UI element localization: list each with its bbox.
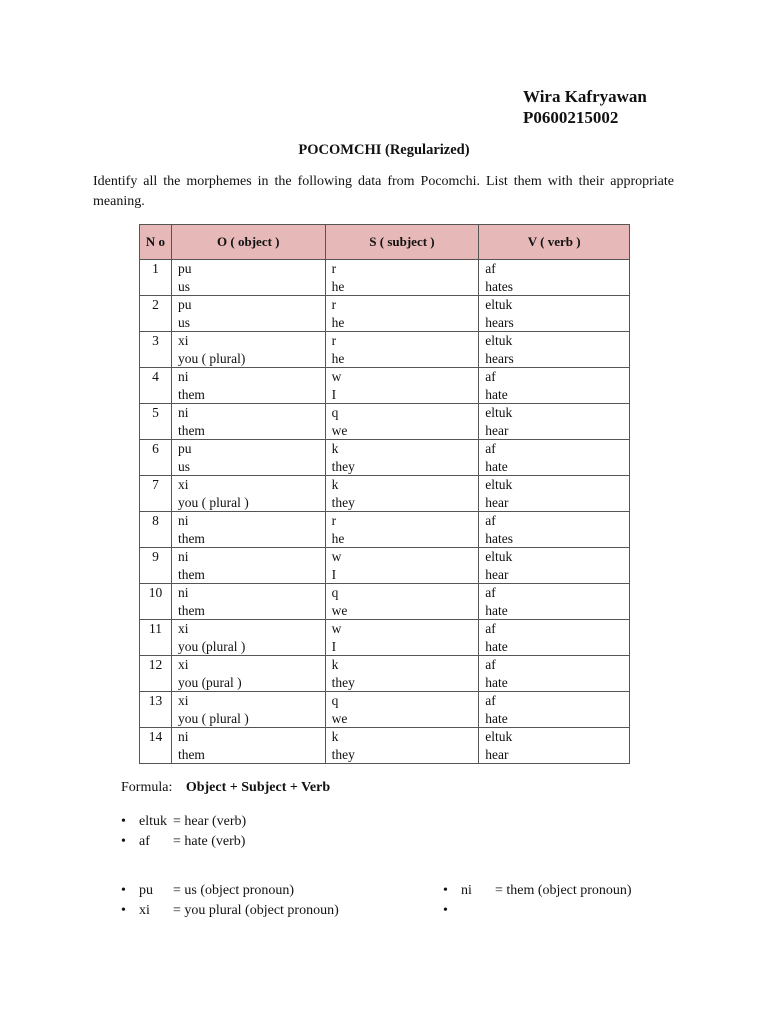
object-cell-line-2: them (177, 530, 205, 546)
page-title: POCOMCHI (Regularized) (298, 142, 470, 158)
subject-cell-line-2: I (331, 566, 337, 582)
row-number (140, 368, 172, 404)
verb-cell-line-1: eltuk (485, 729, 513, 744)
object-cell-line-1: ni (177, 513, 189, 528)
row-number-line-1: 13 (148, 693, 163, 708)
row-number-line-1: 4 (152, 369, 159, 384)
subject-cell-line-1: r (331, 333, 337, 348)
subject-cell-line-1: w (331, 621, 342, 636)
author-block (523, 86, 647, 128)
subject-cell (325, 620, 479, 656)
row-number-line-1: 8 (152, 513, 159, 528)
object-cell (171, 728, 325, 764)
subject-cell-line-2: he (331, 278, 345, 294)
row-number-line-1: 1 (152, 261, 159, 276)
header-object: O ( object ) (171, 225, 325, 260)
verb-cell (479, 260, 630, 296)
verb-cell-line-1: eltuk (485, 333, 513, 348)
bullet-item (443, 901, 632, 921)
bullet-icon: • (443, 883, 448, 898)
verb-cell-line-2: hates (485, 278, 514, 294)
object-cell-line-2: you ( plural) (177, 350, 246, 366)
verb-cell-line-2: hear (485, 746, 509, 762)
verb-cell-line-1: af (485, 657, 496, 672)
row-number (140, 512, 172, 548)
verb-cell (479, 584, 630, 620)
object-cell (171, 656, 325, 692)
subject-cell (325, 368, 479, 404)
object-cell-line-1: xi (177, 477, 189, 492)
subject-cell-line-1: k (331, 729, 339, 744)
object-cell (171, 584, 325, 620)
table-row (140, 296, 630, 332)
pronoun-list-right (443, 881, 632, 920)
header-verb: V ( verb ) (479, 225, 630, 260)
object-cell-line-2: us (177, 314, 190, 330)
bullet-icon: • (121, 833, 126, 849)
subject-cell-line-2: I (331, 638, 337, 654)
subject-cell-line-2: he (331, 350, 345, 366)
verb-cell (479, 728, 630, 764)
verb-cell-line-2: hate (485, 602, 508, 618)
bullet-meaning: = hate (verb) (173, 833, 246, 849)
bullet-term: af (139, 833, 150, 849)
header-no: N o (140, 225, 172, 260)
subject-cell-line-1: k (331, 477, 339, 492)
verb-cell-line-2: hate (485, 458, 508, 474)
row-number-line-1: 5 (152, 405, 159, 420)
object-cell-line-2: them (177, 566, 205, 582)
subject-cell (325, 548, 479, 584)
object-cell (171, 404, 325, 440)
bullet-item (121, 881, 339, 901)
subject-cell-line-1: q (331, 693, 339, 708)
verb-cell-line-2: hear (485, 422, 509, 438)
bullet-icon: • (443, 902, 448, 918)
table-row (140, 656, 630, 692)
verb-cell (479, 548, 630, 584)
formula-text: Object + Subject + Verb (185, 780, 331, 795)
object-cell (171, 548, 325, 584)
verb-cell (479, 620, 630, 656)
object-cell (171, 476, 325, 512)
object-cell-line-1: ni (177, 549, 189, 564)
object-cell-line-1: pu (177, 441, 192, 456)
table-row (140, 620, 630, 656)
bullet-term: eltuk (139, 814, 167, 829)
verb-cell-line-2: hear (485, 566, 509, 582)
object-cell-line-2: them (177, 746, 205, 762)
row-number (140, 332, 172, 368)
verb-cell-line-2: hear (485, 494, 509, 510)
row-number (140, 656, 172, 692)
verb-cell-line-1: af (485, 693, 496, 708)
verb-cell-line-2: hate (485, 638, 508, 654)
verb-cell (479, 404, 630, 440)
object-cell (171, 368, 325, 404)
bullet-item (121, 832, 246, 852)
row-number (140, 728, 172, 764)
object-cell-line-2: you ( plural ) (177, 710, 249, 726)
row-number-line-1: 7 (152, 477, 159, 492)
object-cell (171, 440, 325, 476)
pronoun-list-left (121, 881, 339, 920)
formula-line (121, 780, 330, 796)
object-cell-line-2: them (177, 422, 205, 438)
object-cell (171, 620, 325, 656)
verb-cell-line-2: hate (485, 386, 508, 402)
table-row (140, 548, 630, 584)
table-row (140, 260, 630, 296)
object-cell-line-1: ni (177, 405, 189, 420)
verb-list (121, 812, 246, 851)
verb-cell (479, 512, 630, 548)
table-row (140, 440, 630, 476)
subject-cell-line-1: w (331, 369, 342, 384)
subject-cell-line-1: k (331, 441, 339, 456)
row-number (140, 296, 172, 332)
object-cell (171, 512, 325, 548)
object-cell-line-2: them (177, 602, 205, 618)
subject-cell-line-2: they (331, 494, 355, 510)
verb-cell-line-2: hears (485, 350, 514, 366)
table-header-row (140, 225, 630, 260)
instruction-text: Identify all the morphemes in the following data from Pocomchi. List them with their appropriate meaning. (93, 174, 674, 209)
object-cell-line-1: xi (177, 693, 189, 708)
verb-cell (479, 692, 630, 728)
bullet-term: pu (139, 883, 153, 898)
subject-cell-line-2: I (331, 386, 337, 402)
table-row (140, 512, 630, 548)
subject-cell-line-2: they (331, 458, 355, 474)
verb-cell-line-1: af (485, 585, 496, 600)
bullet-meaning: = you plural (object pronoun) (173, 902, 339, 918)
verb-cell-line-2: hate (485, 674, 508, 690)
bullet-item (121, 812, 246, 832)
object-cell-line-2: you ( plural ) (177, 494, 249, 510)
verb-cell-line-1: eltuk (485, 405, 513, 420)
verb-cell-line-2: hate (485, 710, 508, 726)
subject-cell-line-1: r (331, 297, 337, 312)
row-number-line-1: 11 (148, 621, 162, 636)
object-cell (171, 260, 325, 296)
subject-cell-line-1: w (331, 549, 342, 564)
object-cell-line-2: us (177, 458, 190, 474)
object-cell-line-2: you (plural ) (177, 638, 246, 654)
subject-cell-line-1: k (331, 657, 339, 672)
bullet-icon: • (121, 883, 126, 898)
row-number (140, 692, 172, 728)
bullet-meaning: = them (object pronoun) (495, 883, 632, 898)
subject-cell-line-2: we (331, 710, 348, 726)
verb-cell-line-1: af (485, 621, 496, 636)
subject-cell (325, 476, 479, 512)
row-number (140, 440, 172, 476)
subject-cell-line-2: we (331, 422, 348, 438)
row-number-line-1: 6 (152, 441, 159, 456)
table-row (140, 692, 630, 728)
subject-cell-line-2: they (331, 674, 355, 690)
subject-cell-line-2: he (331, 314, 345, 330)
table-row (140, 368, 630, 404)
row-number (140, 476, 172, 512)
verb-cell-line-1: af (485, 261, 496, 276)
subject-cell (325, 260, 479, 296)
verb-cell-line-2: hears (485, 314, 514, 330)
object-cell-line-1: pu (177, 297, 192, 312)
object-cell-line-1: xi (177, 657, 189, 672)
verb-cell (479, 332, 630, 368)
verb-cell-line-1: eltuk (485, 549, 513, 564)
header-subject: S ( subject ) (325, 225, 479, 260)
subject-cell (325, 440, 479, 476)
verb-cell (479, 476, 630, 512)
object-cell (171, 692, 325, 728)
object-cell-line-2: us (177, 278, 190, 294)
verb-cell-line-1: eltuk (485, 477, 513, 492)
verb-cell-line-1: af (485, 369, 496, 384)
subject-cell (325, 296, 479, 332)
table-row (140, 332, 630, 368)
formula-label: Formula: (121, 780, 173, 795)
verb-cell (479, 296, 630, 332)
row-number-line-1: 10 (148, 585, 163, 600)
object-cell-line-1: pu (177, 261, 192, 276)
bullet-term: xi (139, 902, 150, 918)
verb-cell-line-1: af (485, 441, 496, 456)
bullet-icon: • (121, 814, 126, 829)
object-cell-line-1: ni (177, 729, 189, 744)
subject-cell-line-2: he (331, 530, 345, 546)
subject-cell (325, 512, 479, 548)
row-number-line-1: 9 (152, 549, 159, 564)
bullet-meaning: = hear (verb) (173, 814, 247, 829)
object-cell-line-1: xi (177, 333, 189, 348)
verb-cell (479, 368, 630, 404)
verb-cell-line-1: af (485, 513, 496, 528)
table-row (140, 584, 630, 620)
row-number-line-1: 3 (152, 333, 159, 348)
table-body (140, 260, 630, 764)
subject-cell-line-2: they (331, 746, 355, 762)
row-number (140, 584, 172, 620)
bullet-meaning: = us (object pronoun) (173, 883, 295, 898)
subject-cell-line-2: we (331, 602, 348, 618)
student-id: P0600215002 (523, 108, 619, 127)
object-cell-line-2: them (177, 386, 205, 402)
subject-cell-line-1: q (331, 585, 339, 600)
row-number-line-1: 2 (152, 297, 159, 312)
subject-cell (325, 656, 479, 692)
object-cell-line-1: xi (177, 621, 189, 636)
bullet-term: ni (461, 883, 472, 898)
author-name: Wira Kafryawan (523, 87, 647, 106)
table-row (140, 404, 630, 440)
verb-cell-line-2: hates (485, 530, 514, 546)
object-cell (171, 332, 325, 368)
table-row (140, 476, 630, 512)
subject-cell-line-1: r (331, 513, 337, 528)
bullet-item (443, 881, 632, 901)
subject-cell-line-1: q (331, 405, 339, 420)
morpheme-table (139, 224, 630, 764)
row-number-line-1: 12 (148, 657, 163, 672)
subject-cell (325, 728, 479, 764)
object-cell-line-2: you (pural ) (177, 674, 242, 690)
bullet-item (121, 901, 339, 921)
subject-cell (325, 332, 479, 368)
object-cell-line-1: ni (177, 585, 189, 600)
row-number-line-1: 14 (148, 729, 163, 744)
subject-cell (325, 692, 479, 728)
table-row (140, 728, 630, 764)
verb-cell (479, 656, 630, 692)
subject-cell (325, 404, 479, 440)
object-cell (171, 296, 325, 332)
subject-cell (325, 584, 479, 620)
row-number (140, 404, 172, 440)
row-number (140, 620, 172, 656)
subject-cell-line-1: r (331, 261, 337, 276)
verb-cell (479, 440, 630, 476)
row-number (140, 548, 172, 584)
bullet-icon: • (121, 902, 126, 918)
verb-cell-line-1: eltuk (485, 297, 513, 312)
object-cell-line-1: ni (177, 369, 189, 384)
row-number (140, 260, 172, 296)
